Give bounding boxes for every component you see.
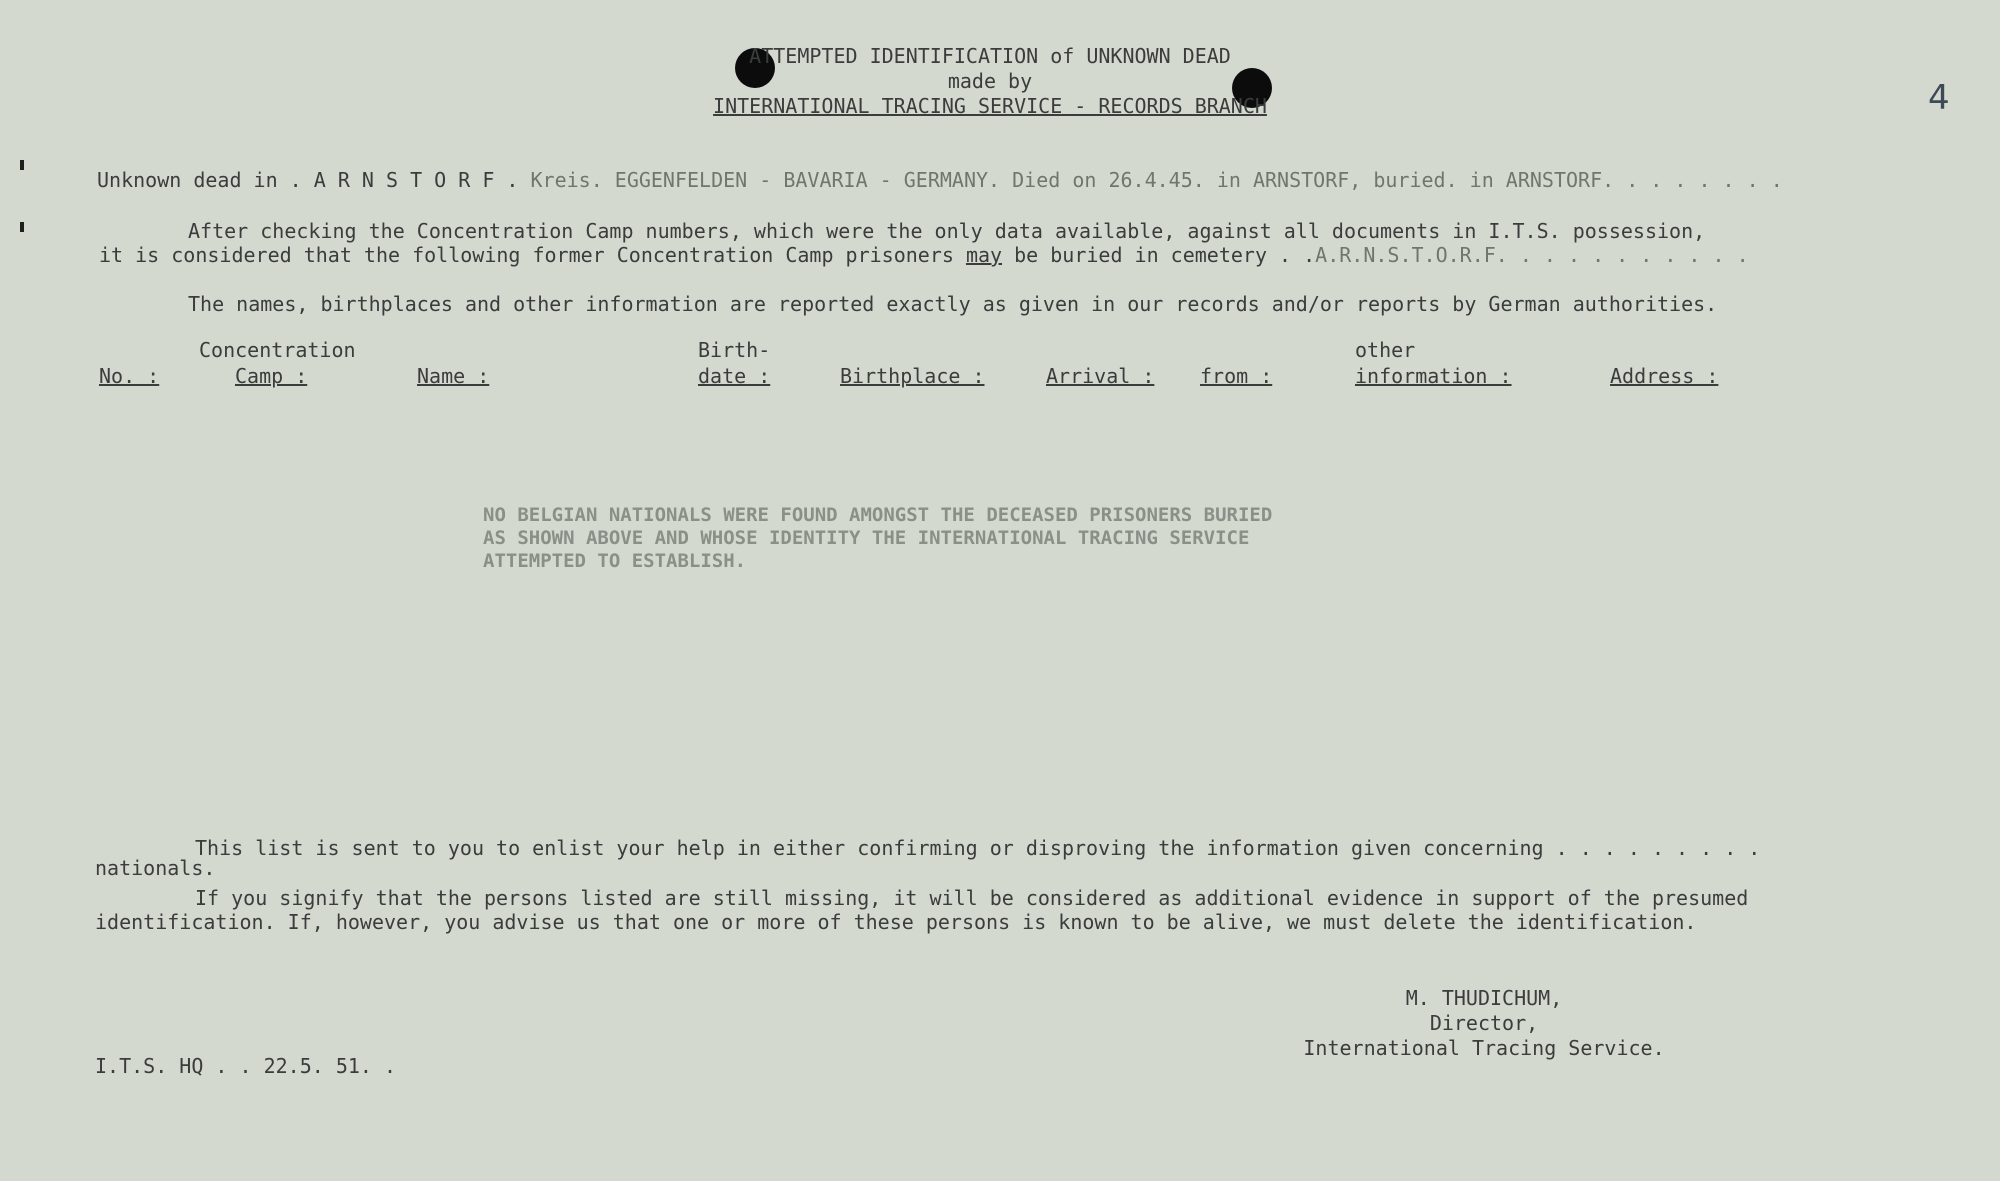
heading-line-3: INTERNATIONAL TRACING SERVICE - RECORDS BRANCH xyxy=(713,94,1267,118)
page-number: 4 xyxy=(1928,78,1950,118)
column-birthdate-bottom: date : xyxy=(698,364,771,388)
column-from-label: from : xyxy=(1200,364,1273,388)
intro-line-1: After checking the Concentration Camp numbers, which were the only data available, against all documents in I.T.S. possession, xyxy=(188,219,1706,243)
column-address-label: Address : xyxy=(1610,364,1719,388)
column-name-label: Name : xyxy=(417,364,490,388)
column-birthdate-top: Birth- xyxy=(698,338,771,362)
signature-title: Director, xyxy=(1429,1011,1539,1035)
column-birthplace-label: Birthplace : xyxy=(840,364,985,388)
column-birthdate xyxy=(698,337,770,389)
column-from xyxy=(1200,363,1272,389)
closing-line-1: This list is sent to you to enlist your help in either confirming or disproving the information given concerning . . . . . . . . . xyxy=(195,836,1761,860)
column-camp xyxy=(199,337,356,389)
column-arrival xyxy=(1046,363,1154,389)
heading-line-1: ATTEMPTED IDENTIFICATION of UNKNOWN DEAD xyxy=(749,44,1231,68)
location-detail: Kreis. EGGENFELDEN - BAVARIA - GERMANY. Died on 26.4.45. in ARNSTORF, buried. in ARNSTORF. . . . . . . . xyxy=(530,168,1783,192)
closing-line-4: identification. If, however, you advise us that one or more of these persons is known to be alive, we must delete the identification. xyxy=(95,910,1697,934)
location-line xyxy=(97,168,1783,192)
closing-line-3: If you signify that the persons listed are still missing, it will be considered as additional evidence in support of the presumed xyxy=(195,886,1749,910)
stamp-line-1: NO BELGIAN NATIONALS WERE FOUND AMONGST THE DECEASED PRISONERS BURIED xyxy=(483,504,1273,526)
intro-line-2-before: it is considered that the following former Concentration Camp prisoners xyxy=(99,243,966,267)
stamp-line-3: ATTEMPTED TO ESTABLISH. xyxy=(483,550,747,572)
signature-name: M. THUDICHUM, xyxy=(1405,986,1563,1010)
column-arrival-label: Arrival : xyxy=(1046,364,1155,388)
column-no-label: No. : xyxy=(99,364,160,388)
intro-line-2-after: be buried in cemetery . . xyxy=(1002,243,1316,267)
column-other-info xyxy=(1355,337,1512,389)
stamp-notice xyxy=(483,504,1272,573)
signature-block xyxy=(1284,986,1684,1061)
intro-may: may xyxy=(965,243,1003,267)
column-camp-bottom: Camp : xyxy=(235,364,308,388)
column-address xyxy=(1610,363,1718,389)
signature-org: International Tracing Service. xyxy=(1303,1036,1665,1060)
column-birthplace xyxy=(840,363,985,389)
column-other-bottom: information : xyxy=(1355,364,1512,388)
closing-line-2: nationals. xyxy=(95,856,216,880)
edge-mark-top xyxy=(20,160,24,170)
location-prefix: Unknown dead in . A R N S T O R F . xyxy=(97,168,531,192)
column-name xyxy=(417,363,489,389)
column-other-top: other xyxy=(1355,338,1416,362)
heading-line-2: made by xyxy=(947,69,1033,93)
column-no xyxy=(99,363,159,389)
intro-cemetery-place: A.R.N.S.T.O.R.F. . . . . . . . . . . xyxy=(1315,243,1749,267)
edge-mark-bottom xyxy=(20,222,24,232)
footer-reference: I.T.S. HQ . . 22.5. 51. . xyxy=(95,1054,397,1078)
intro-line-3: The names, birthplaces and other information are reported exactly as given in our records and/or reports by German authorities. xyxy=(188,292,1718,316)
column-camp-top: Concentration xyxy=(199,338,356,362)
stamp-line-2: AS SHOWN ABOVE AND WHOSE IDENTITY THE INTERNATIONAL TRACING SERVICE xyxy=(483,527,1250,549)
intro-line-2 xyxy=(99,243,1749,267)
document-heading xyxy=(590,44,1390,119)
